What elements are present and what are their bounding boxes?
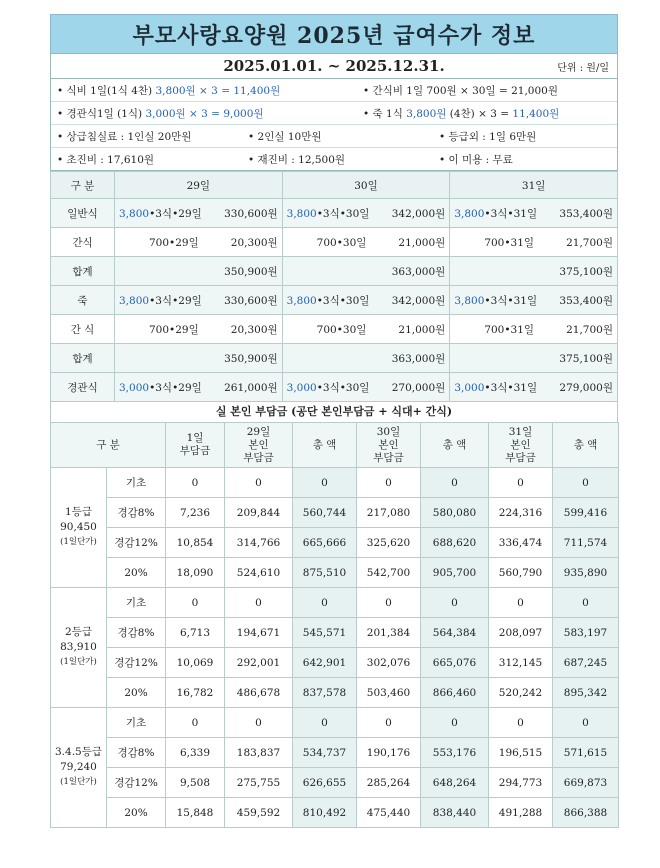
info-box [50, 79, 618, 171]
meal-cell-content [119, 235, 278, 250]
burden-value: 486,678 [225, 678, 293, 708]
burden-value: 626,655 [293, 768, 357, 798]
meal-total: 20,300원 [230, 323, 278, 336]
meal-col-header: 30일 [282, 172, 450, 199]
meal-total: 330,600원 [224, 294, 278, 307]
extra-grade-info: • 등급외 : 1일 6만원 [439, 130, 537, 143]
burden-value: 520,242 [489, 678, 553, 708]
burden-value: 0 [489, 468, 553, 498]
header-line: 부담금 [179, 445, 211, 457]
meal-cell-content [454, 235, 613, 250]
meal-total: 21,700원 [566, 236, 613, 249]
snack-calc-text: 700•31일 [484, 236, 535, 249]
burden-value: 838,440 [421, 798, 489, 828]
burden-value: 688,620 [421, 528, 489, 558]
burden-value: 905,700 [421, 558, 489, 588]
header-line: 본인 [378, 438, 399, 451]
meal-calc [454, 206, 537, 221]
burden-value: 0 [293, 708, 357, 738]
burden-row-label: 20% [107, 558, 166, 588]
meal-cell [115, 315, 283, 344]
meal-row-label: 간식 [51, 228, 115, 257]
burden-value: 542,700 [357, 558, 421, 588]
meal-calc [454, 235, 534, 250]
price-sheet [50, 14, 618, 828]
header-line: 총 액 [312, 438, 337, 451]
meal-calc [119, 206, 202, 221]
burden-table [50, 422, 619, 828]
meal-cell [115, 286, 283, 315]
burden-col-header [51, 423, 166, 468]
burden-col-header [421, 423, 489, 468]
burden-value: 648,264 [421, 768, 489, 798]
burden-value: 190,176 [357, 738, 421, 768]
meal-cell [115, 373, 283, 402]
meal-row [51, 373, 618, 402]
meal-row [51, 228, 618, 257]
burden-row [51, 468, 619, 498]
burden-value: 0 [225, 588, 293, 618]
meal-info-label: • 식비 1일(1식 4찬) [57, 84, 153, 97]
meal-row [51, 199, 618, 228]
period-row [50, 54, 618, 79]
meal-calc [119, 322, 199, 337]
meal-row-label: 죽 [51, 286, 115, 315]
burden-title: 실 본인 부담금 (공단 본인부담금 + 식대+ 간식) [50, 402, 618, 422]
meal-calc [119, 380, 202, 395]
info-row [51, 125, 617, 148]
meal-cell [450, 315, 618, 344]
burden-value: 583,197 [553, 618, 619, 648]
burden-value: 553,176 [421, 738, 489, 768]
tube-info-label: • 경관식1일 (1식) [57, 107, 143, 120]
burden-value: 875,510 [293, 558, 357, 588]
burden-col-header [225, 423, 293, 468]
burden-row [51, 498, 619, 528]
burden-value: 0 [225, 468, 293, 498]
burden-value: 15,848 [166, 798, 225, 828]
meal-total: 21,000원 [398, 236, 446, 249]
burden-value: 312,145 [489, 648, 553, 678]
burden-row-label: 기초 [107, 468, 166, 498]
meal-row [51, 315, 618, 344]
burden-row-label: 경감12% [107, 648, 166, 678]
grade-note: (1일단가) [60, 657, 97, 667]
meal-total: 350,900원 [224, 352, 278, 365]
burden-value: 669,873 [553, 768, 619, 798]
burden-row-label: 기초 [107, 708, 166, 738]
meal-cell [450, 257, 618, 286]
info-row [51, 79, 617, 102]
snack-calc-text: 700•31일 [484, 323, 535, 336]
burden-row-label: 경감12% [107, 768, 166, 798]
room2-info: • 2인실 10만원 [248, 130, 322, 143]
burden-row [51, 738, 619, 768]
meal-cell [115, 344, 283, 373]
grade-name: 3.4.5등급 [55, 746, 103, 758]
meal-calc [454, 293, 537, 308]
meal-col-header: 29일 [115, 172, 283, 199]
burden-value: 0 [357, 708, 421, 738]
burden-value: 6,713 [166, 618, 225, 648]
meal-cell [282, 199, 450, 228]
meal-calc [119, 293, 202, 308]
header-line: 총 액 [573, 438, 598, 451]
header-line: 부담금 [505, 451, 536, 464]
header-line: 본인 [248, 438, 269, 451]
burden-value: 217,080 [357, 498, 421, 528]
burden-value: 459,592 [225, 798, 293, 828]
meal-col-header: 31일 [450, 172, 618, 199]
burden-row [51, 768, 619, 798]
meal-unit-price: 3,000 [119, 381, 150, 394]
burden-header-row [51, 423, 619, 468]
burden-value: 0 [421, 708, 489, 738]
meal-calc-text: •3식•31일 [484, 381, 538, 394]
meal-cell [282, 257, 450, 286]
meal-unit-price: 3,800 [119, 207, 150, 220]
meal-cell-content [287, 206, 446, 221]
meal-cell [115, 257, 283, 286]
burden-value: 0 [166, 708, 225, 738]
meal-total: 363,000원 [391, 352, 446, 365]
meal-total: 21,000원 [398, 323, 446, 336]
meal-row-label: 간 식 [51, 315, 115, 344]
meal-cell-content [287, 322, 446, 337]
burden-value: 302,076 [357, 648, 421, 678]
meal-row [51, 286, 618, 315]
burden-value: 183,837 [225, 738, 293, 768]
meal-calc-text: •3식•30일 [316, 207, 370, 220]
meal-row [51, 344, 618, 373]
meal-unit-price: 3,000 [454, 381, 485, 394]
burden-value: 580,080 [421, 498, 489, 528]
burden-value: 0 [293, 588, 357, 618]
page-title: 부모사랑요양원 2025년 급여수가 정보 [50, 14, 618, 54]
meal-unit-price: 3,800 [286, 294, 317, 307]
burden-col-header [489, 423, 553, 468]
burden-value: 10,069 [166, 648, 225, 678]
burden-value: 10,854 [166, 528, 225, 558]
burden-value: 665,076 [421, 648, 489, 678]
burden-col-header [553, 423, 619, 468]
grade-note: (1일단가) [60, 777, 97, 787]
burden-row-label: 경감12% [107, 528, 166, 558]
burden-value: 545,571 [293, 618, 357, 648]
burden-value: 0 [553, 468, 619, 498]
header-line: 총 액 [442, 438, 467, 451]
meal-cell [115, 199, 283, 228]
burden-value: 0 [166, 468, 225, 498]
period: 2025.01.01. ~ 2025.12.31. [223, 57, 445, 75]
meal-calc [454, 380, 537, 395]
burden-value: 325,620 [357, 528, 421, 558]
meal-calc [454, 322, 534, 337]
meal-cell [282, 286, 450, 315]
meal-table [50, 171, 618, 402]
reexam-info: • 재진비 : 12,500원 [248, 153, 346, 166]
burden-value: 491,288 [489, 798, 553, 828]
meal-total: 375,100원 [559, 352, 613, 365]
snack-calc-text: 700•30일 [316, 236, 367, 249]
grade-cell [51, 588, 107, 708]
meal-total: 350,900원 [224, 265, 278, 278]
meal-col-label: 구 분 [51, 172, 115, 199]
meal-header-row [51, 172, 618, 199]
meal-calc-text: •3식•29일 [149, 381, 202, 394]
meal-total: 270,000원 [391, 381, 446, 394]
burden-value: 209,844 [225, 498, 293, 528]
meal-row-label: 합계 [51, 257, 115, 286]
burden-row [51, 798, 619, 828]
burden-value: 201,384 [357, 618, 421, 648]
burden-value: 810,492 [293, 798, 357, 828]
burden-value: 0 [357, 468, 421, 498]
meal-row-label: 일반식 [51, 199, 115, 228]
burden-row-label: 경감8% [107, 738, 166, 768]
meal-cell-content [454, 380, 613, 395]
burden-row-label: 기초 [107, 588, 166, 618]
header-line: 29일 [246, 425, 271, 438]
grade-amount: 83,910 [60, 641, 97, 653]
meal-total: 375,100원 [559, 265, 613, 278]
porridge-info-label: • 죽 1식 [363, 107, 403, 120]
burden-value: 194,671 [225, 618, 293, 648]
snack-calc-text: 700•29일 [149, 236, 199, 249]
grade-name: 2등급 [65, 626, 92, 638]
burden-value: 687,245 [553, 648, 619, 678]
grade-note: (1일단가) [60, 537, 97, 547]
burden-value: 560,744 [293, 498, 357, 528]
burden-value: 314,766 [225, 528, 293, 558]
meal-cell [115, 228, 283, 257]
burden-value: 0 [357, 588, 421, 618]
burden-row [51, 558, 619, 588]
room1-info: • 상급침실료 : 1인실 20만원 [57, 130, 192, 143]
burden-value: 0 [489, 588, 553, 618]
burden-col-header [357, 423, 421, 468]
porridge-info-calc: (4찬) × 3 = [449, 107, 510, 120]
tube-info [51, 106, 357, 121]
burden-value: 285,264 [357, 768, 421, 798]
meal-row-label: 경관식 [51, 373, 115, 402]
burden-value: 0 [421, 468, 489, 498]
meal-calc [287, 380, 370, 395]
meal-calc-text: •3식•30일 [316, 381, 370, 394]
burden-value: 665,666 [293, 528, 357, 558]
burden-row-label: 20% [107, 678, 166, 708]
burden-value: 294,773 [489, 768, 553, 798]
meal-cell-content [454, 293, 613, 308]
header-line: 구 분 [96, 438, 120, 451]
burden-col-header [293, 423, 357, 468]
meal-cell [282, 344, 450, 373]
meal-calc [119, 235, 199, 250]
burden-row-label: 20% [107, 798, 166, 828]
header-line: 31일 [508, 425, 533, 438]
meal-cell [282, 228, 450, 257]
snack-calc-text: 700•30일 [316, 323, 367, 336]
burden-value: 292,001 [225, 648, 293, 678]
burden-row [51, 588, 619, 618]
meal-cell [282, 373, 450, 402]
meal-total: 353,400원 [559, 207, 613, 220]
tube-info-value: 3,000원 × 3 = 9,000원 [145, 107, 264, 120]
burden-row [51, 528, 619, 558]
burden-value: 0 [166, 588, 225, 618]
exam-info: • 초진비 : 17,610원 [57, 153, 155, 166]
meal-unit-price: 3,800 [286, 207, 317, 220]
meal-calc-text: •3식•31일 [484, 207, 538, 220]
header-line: 1일 [186, 432, 204, 444]
burden-col-header [166, 423, 225, 468]
burden-value: 0 [553, 708, 619, 738]
burden-value: 599,416 [553, 498, 619, 528]
porridge-info-price: 3,800원 [406, 107, 447, 120]
grade-cell [51, 468, 107, 588]
meal-calc [287, 235, 367, 250]
meal-cell-content [119, 380, 278, 395]
snack-calc-text: 700•29일 [149, 323, 199, 336]
burden-value: 18,090 [166, 558, 225, 588]
burden-value: 0 [553, 588, 619, 618]
meal-cell-content [287, 380, 446, 395]
meal-total: 20,300원 [230, 236, 278, 249]
meal-total: 261,000원 [224, 381, 278, 394]
meal-total: 342,000원 [391, 294, 446, 307]
burden-value: 9,508 [166, 768, 225, 798]
header-line: 부담금 [243, 451, 274, 464]
meal-cell-content [119, 293, 278, 308]
meal-unit-price: 3,000 [286, 381, 317, 394]
meal-calc-text: •3식•30일 [316, 294, 370, 307]
grade-amount: 90,450 [60, 521, 97, 533]
header-line: 30일 [376, 425, 401, 438]
info-row [51, 102, 617, 125]
burden-value: 0 [489, 708, 553, 738]
meal-calc [287, 322, 367, 337]
unit-label: 단위 : 원/일 [557, 62, 609, 74]
meal-cell-content [287, 293, 446, 308]
meal-calc [287, 206, 370, 221]
meal-unit-price: 3,800 [119, 294, 150, 307]
haircut-info: • 이 미용 : 무료 [439, 153, 513, 166]
meal-calc [287, 293, 370, 308]
burden-value: 711,574 [553, 528, 619, 558]
burden-value: 866,388 [553, 798, 619, 828]
burden-row-label: 경감8% [107, 498, 166, 528]
burden-value: 275,755 [225, 768, 293, 798]
burden-value: 0 [225, 708, 293, 738]
burden-value: 560,790 [489, 558, 553, 588]
meal-unit-price: 3,800 [454, 294, 485, 307]
meal-total: 279,000원 [559, 381, 613, 394]
meal-calc-text: •3식•29일 [149, 207, 202, 220]
burden-row-label: 경감8% [107, 618, 166, 648]
meal-cell [450, 199, 618, 228]
meal-cell-content [454, 322, 613, 337]
burden-row [51, 618, 619, 648]
grade-cell [51, 708, 107, 828]
meal-total: 330,600원 [224, 207, 278, 220]
meal-unit-price: 3,800 [454, 207, 485, 220]
meal-cell [282, 315, 450, 344]
meal-total: 21,700원 [566, 323, 613, 336]
burden-value: 534,737 [293, 738, 357, 768]
burden-value: 564,384 [421, 618, 489, 648]
burden-value: 503,460 [357, 678, 421, 708]
meal-total: 363,000원 [391, 265, 446, 278]
grade-name: 1등급 [65, 506, 92, 518]
burden-value: 6,339 [166, 738, 225, 768]
grade-amount: 79,240 [60, 761, 97, 773]
meal-cell [450, 228, 618, 257]
burden-value: 0 [421, 588, 489, 618]
meal-cell [450, 344, 618, 373]
burden-value: 642,901 [293, 648, 357, 678]
burden-value: 837,578 [293, 678, 357, 708]
meal-total: 353,400원 [559, 294, 613, 307]
meal-row [51, 257, 618, 286]
info-row [51, 148, 617, 170]
burden-row [51, 678, 619, 708]
burden-value: 16,782 [166, 678, 225, 708]
meal-cell-content [119, 322, 278, 337]
meal-cell-content [119, 206, 278, 221]
burden-value: 196,515 [489, 738, 553, 768]
snack-info: • 간식비 1일 700원 × 30일 = 21,000원 [363, 84, 558, 97]
porridge-info-total: 11,400원 [512, 107, 560, 120]
meal-info [51, 83, 357, 98]
header-line: 부담금 [373, 451, 404, 464]
meal-cell-content [454, 206, 613, 221]
burden-value: 935,890 [553, 558, 619, 588]
burden-value: 571,615 [553, 738, 619, 768]
burden-value: 524,610 [225, 558, 293, 588]
burden-value: 895,342 [553, 678, 619, 708]
meal-row-label: 합계 [51, 344, 115, 373]
meal-cell [450, 373, 618, 402]
meal-cell [450, 286, 618, 315]
porridge-info [357, 106, 559, 121]
burden-value: 208,097 [489, 618, 553, 648]
meal-calc-text: •3식•29일 [149, 294, 202, 307]
burden-value: 7,236 [166, 498, 225, 528]
burden-row [51, 708, 619, 738]
meal-cell-content [287, 235, 446, 250]
meal-calc-text: •3식•31일 [484, 294, 538, 307]
burden-value: 0 [293, 468, 357, 498]
burden-value: 224,316 [489, 498, 553, 528]
burden-value: 866,460 [421, 678, 489, 708]
meal-total: 342,000원 [391, 207, 446, 220]
burden-value: 475,440 [357, 798, 421, 828]
meal-info-value: 3,800원 × 3 = 11,400원 [155, 84, 281, 97]
burden-row [51, 648, 619, 678]
header-line: 본인 [510, 438, 531, 451]
burden-value: 336,474 [489, 528, 553, 558]
